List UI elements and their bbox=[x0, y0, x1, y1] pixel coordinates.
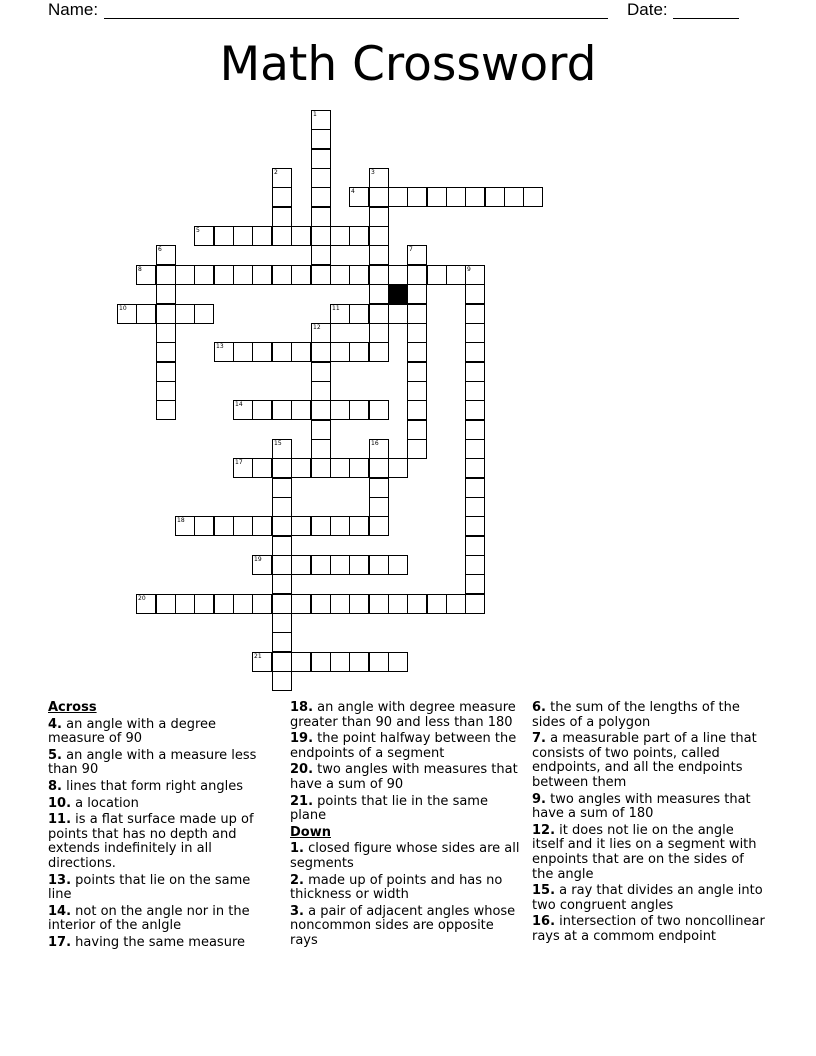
grid-cell[interactable] bbox=[311, 381, 331, 401]
cell-number: 5 bbox=[196, 227, 200, 234]
grid-cell[interactable] bbox=[465, 265, 485, 285]
grid-cell[interactable] bbox=[465, 594, 485, 614]
grid-cell[interactable] bbox=[252, 652, 272, 672]
grid-cell[interactable] bbox=[214, 226, 234, 246]
grid-cell[interactable] bbox=[388, 187, 408, 207]
grid-cell[interactable] bbox=[311, 168, 331, 188]
clue-down-6: 6. the sum of the lengths of the sides of a polygon bbox=[532, 700, 740, 730]
clue-down-3: 3. a pair of adjacent angles whose noncommon sides are opposite rays bbox=[290, 903, 516, 948]
cell-number: 19 bbox=[254, 556, 262, 563]
grid-cell[interactable] bbox=[272, 671, 292, 691]
grid-cell[interactable] bbox=[311, 207, 331, 227]
grid-cell[interactable] bbox=[194, 265, 214, 285]
grid-cell[interactable] bbox=[214, 516, 234, 536]
grid-cell[interactable] bbox=[330, 652, 350, 672]
grid-cell[interactable] bbox=[349, 226, 369, 246]
across-heading: Across bbox=[48, 700, 97, 715]
grid-cell[interactable] bbox=[194, 304, 214, 324]
grid-cell[interactable] bbox=[369, 245, 389, 265]
cell-number: 17 bbox=[235, 459, 243, 466]
grid-cell[interactable] bbox=[369, 284, 389, 304]
grid-cell[interactable] bbox=[156, 284, 176, 304]
clue-across-11: 11. is a flat surface made up of points that has no depth and extends indefinitely in all directions. bbox=[48, 812, 254, 871]
clue-down-15: 15. a ray that divides an angle into two congruent angles bbox=[532, 883, 763, 913]
clue-across-8: 8. lines that form right angles bbox=[48, 778, 243, 794]
grid-cell[interactable] bbox=[407, 439, 427, 459]
clue-across-14: 14. not on the angle nor in the interior of the anlgle bbox=[48, 903, 250, 934]
grid-cell[interactable] bbox=[252, 265, 272, 285]
grid-cell[interactable] bbox=[388, 594, 408, 614]
grid-cell[interactable] bbox=[311, 265, 331, 285]
grid-cell[interactable] bbox=[311, 400, 331, 420]
grid-cell[interactable] bbox=[272, 652, 292, 672]
grid-cell[interactable] bbox=[272, 168, 292, 188]
grid-cell[interactable] bbox=[252, 594, 272, 614]
grid-cell[interactable] bbox=[465, 497, 485, 517]
grid-cell[interactable] bbox=[311, 439, 331, 459]
grid-cell[interactable] bbox=[214, 594, 234, 614]
grid-cell[interactable] bbox=[136, 265, 156, 285]
grid-cell[interactable] bbox=[156, 362, 176, 382]
grid-cell[interactable] bbox=[136, 594, 156, 614]
grid-cell[interactable] bbox=[272, 536, 292, 556]
grid-cell[interactable] bbox=[272, 207, 292, 227]
cell-number: 9 bbox=[467, 266, 471, 273]
grid-cell[interactable] bbox=[272, 497, 292, 517]
clue-down-9: 9. two angles with measures that have a sum of 180 bbox=[532, 791, 751, 822]
cell-number: 6 bbox=[158, 246, 162, 253]
cell-number: 2 bbox=[274, 169, 278, 176]
grid-cell[interactable] bbox=[233, 400, 253, 420]
grid-cell[interactable] bbox=[349, 304, 369, 324]
date-label: Date: bbox=[627, 0, 668, 19]
clue-down-16: 16. intersection of two noncollinear rays at a commom endpoint bbox=[532, 914, 765, 944]
grid-cell[interactable] bbox=[485, 187, 505, 207]
grid-cell[interactable] bbox=[311, 245, 331, 265]
grid-cell[interactable] bbox=[523, 187, 543, 207]
grid-cell[interactable] bbox=[311, 187, 331, 207]
grid-cell[interactable] bbox=[407, 362, 427, 382]
grid-cell[interactable] bbox=[252, 516, 272, 536]
grid-cell[interactable] bbox=[233, 516, 253, 536]
grid-cell[interactable] bbox=[465, 381, 485, 401]
grid-cell[interactable] bbox=[311, 458, 331, 478]
grid-cell[interactable] bbox=[388, 555, 408, 575]
grid-cell[interactable] bbox=[465, 323, 485, 343]
grid-cell[interactable] bbox=[272, 439, 292, 459]
clue-down-1: 1. closed figure whose sides are all segments bbox=[290, 841, 520, 871]
grid-cell[interactable] bbox=[291, 458, 311, 478]
grid-cell[interactable] bbox=[214, 342, 234, 362]
black-cell bbox=[388, 284, 408, 304]
down-heading: Down bbox=[290, 824, 331, 840]
grid-cell[interactable] bbox=[330, 555, 350, 575]
grid-cell[interactable] bbox=[349, 652, 369, 672]
grid-cell[interactable] bbox=[175, 265, 195, 285]
grid-cell[interactable] bbox=[291, 226, 311, 246]
grid-cell[interactable] bbox=[407, 594, 427, 614]
cell-number: 7 bbox=[409, 246, 413, 253]
grid-cell[interactable] bbox=[407, 323, 427, 343]
cell-number: 11 bbox=[332, 305, 340, 312]
grid-cell[interactable] bbox=[117, 304, 137, 324]
cell-number: 13 bbox=[216, 343, 224, 350]
grid-cell[interactable] bbox=[349, 342, 369, 362]
grid-cell[interactable] bbox=[311, 555, 331, 575]
grid-cell[interactable] bbox=[369, 478, 389, 498]
grid-cell[interactable] bbox=[291, 400, 311, 420]
grid-cell[interactable] bbox=[330, 594, 350, 614]
grid-cell[interactable] bbox=[311, 420, 331, 440]
grid-cell[interactable] bbox=[388, 458, 408, 478]
grid-cell[interactable] bbox=[272, 516, 292, 536]
grid-cell[interactable] bbox=[311, 149, 331, 169]
grid-cell[interactable] bbox=[369, 168, 389, 188]
grid-cell[interactable] bbox=[311, 342, 331, 362]
grid-cell[interactable] bbox=[388, 652, 408, 672]
clues-column-2 bbox=[290, 701, 525, 951]
page-title: Math Crossword bbox=[219, 37, 597, 92]
grid-cell[interactable] bbox=[369, 304, 389, 324]
grid-cell[interactable] bbox=[465, 304, 485, 324]
grid-cell[interactable] bbox=[252, 555, 272, 575]
grid-cell[interactable] bbox=[407, 381, 427, 401]
grid-cell[interactable] bbox=[465, 478, 485, 498]
grid-cell[interactable] bbox=[427, 265, 447, 285]
grid-cell[interactable] bbox=[369, 652, 389, 672]
grid-cell[interactable] bbox=[407, 284, 427, 304]
grid-cell[interactable] bbox=[446, 265, 466, 285]
grid-cell[interactable] bbox=[465, 187, 485, 207]
grid-cell[interactable] bbox=[369, 400, 389, 420]
grid-cell[interactable] bbox=[407, 265, 427, 285]
grid-cell[interactable] bbox=[427, 187, 447, 207]
grid-cell[interactable] bbox=[388, 265, 408, 285]
name-label: Name: bbox=[48, 0, 99, 19]
grid-cell[interactable] bbox=[272, 342, 292, 362]
cell-number: 4 bbox=[351, 188, 355, 195]
grid-cell[interactable] bbox=[311, 652, 331, 672]
grid-cell[interactable] bbox=[311, 516, 331, 536]
grid-cell[interactable] bbox=[369, 594, 389, 614]
grid-cell[interactable] bbox=[465, 439, 485, 459]
grid-cell[interactable] bbox=[369, 207, 389, 227]
clue-across-4: 4. an angle with a degree measure of 90 bbox=[48, 716, 217, 747]
cell-number: 14 bbox=[235, 401, 243, 408]
grid-cell[interactable] bbox=[291, 342, 311, 362]
grid-cell[interactable] bbox=[233, 265, 253, 285]
grid-cell[interactable] bbox=[311, 226, 331, 246]
grid-cell[interactable] bbox=[407, 245, 427, 265]
grid-cell[interactable] bbox=[291, 516, 311, 536]
grid-cell[interactable] bbox=[349, 265, 369, 285]
grid-cell[interactable] bbox=[369, 187, 389, 207]
cell-number: 10 bbox=[119, 305, 127, 312]
grid-cell[interactable] bbox=[465, 458, 485, 478]
grid-cell[interactable] bbox=[272, 265, 292, 285]
grid-cell[interactable] bbox=[407, 420, 427, 440]
grid-cell[interactable] bbox=[272, 226, 292, 246]
grid-cell[interactable] bbox=[156, 323, 176, 343]
grid-cell[interactable] bbox=[291, 652, 311, 672]
grid-cell[interactable] bbox=[369, 265, 389, 285]
grid-cell[interactable] bbox=[407, 304, 427, 324]
grid-cell[interactable] bbox=[465, 400, 485, 420]
grid-cell[interactable] bbox=[252, 342, 272, 362]
grid-cell[interactable] bbox=[407, 187, 427, 207]
grid-cell[interactable] bbox=[465, 574, 485, 594]
grid-cell[interactable] bbox=[311, 594, 331, 614]
grid-cell[interactable] bbox=[465, 342, 485, 362]
grid-cell[interactable] bbox=[272, 613, 292, 633]
grid-cell[interactable] bbox=[330, 458, 350, 478]
grid-cell[interactable] bbox=[272, 400, 292, 420]
grid-cell[interactable] bbox=[465, 420, 485, 440]
clue-down-2: 2. made up of points and has no thickness or width bbox=[290, 872, 503, 903]
grid-cell[interactable] bbox=[407, 400, 427, 420]
grid-cell[interactable] bbox=[175, 516, 195, 536]
cell-number: 15 bbox=[274, 440, 282, 447]
grid-cell[interactable] bbox=[330, 265, 350, 285]
grid-cell[interactable] bbox=[349, 594, 369, 614]
clues-column-1 bbox=[48, 701, 268, 953]
grid-cell[interactable] bbox=[446, 187, 466, 207]
cell-number: 21 bbox=[254, 653, 262, 660]
clue-down-7: 7. a measurable part of a line that consists of two points, called endpoints, and all the endpoints between them bbox=[532, 731, 757, 790]
grid-cell[interactable] bbox=[369, 516, 389, 536]
grid-cell[interactable] bbox=[349, 400, 369, 420]
grid-cell[interactable] bbox=[291, 265, 311, 285]
grid-cell[interactable] bbox=[233, 594, 253, 614]
cell-number: 3 bbox=[371, 169, 375, 176]
grid-cell[interactable] bbox=[156, 381, 176, 401]
grid-cell[interactable] bbox=[214, 265, 234, 285]
grid-cell[interactable] bbox=[388, 304, 408, 324]
grid-cell[interactable] bbox=[233, 458, 253, 478]
grid-cell[interactable] bbox=[330, 516, 350, 536]
grid-cell[interactable] bbox=[175, 594, 195, 614]
grid-cell[interactable] bbox=[330, 226, 350, 246]
grid-cell[interactable] bbox=[252, 400, 272, 420]
grid-cell[interactable] bbox=[446, 594, 466, 614]
cell-number: 8 bbox=[138, 266, 142, 273]
cell-number: 16 bbox=[371, 440, 379, 447]
grid-cell[interactable] bbox=[465, 516, 485, 536]
grid-cell[interactable] bbox=[156, 342, 176, 362]
clue-across-10: 10. a location bbox=[48, 795, 139, 811]
grid-cell[interactable] bbox=[233, 226, 253, 246]
clue-across-5: 5. an angle with a measure less than 90 bbox=[48, 747, 257, 778]
grid-cell[interactable] bbox=[465, 362, 485, 382]
grid-cell[interactable] bbox=[272, 555, 292, 575]
grid-cell[interactable] bbox=[311, 129, 331, 149]
grid-cell[interactable] bbox=[156, 304, 176, 324]
grid-cell[interactable] bbox=[330, 304, 350, 324]
grid-cell[interactable] bbox=[156, 245, 176, 265]
grid-cell[interactable] bbox=[156, 594, 176, 614]
grid-cell[interactable] bbox=[330, 342, 350, 362]
clue-down-12: 12. it does not lie on the angle itself and it lies on a segment with enpoints that are on the sides of the angle bbox=[532, 822, 757, 882]
grid-cell[interactable] bbox=[427, 594, 447, 614]
grid-cell[interactable] bbox=[272, 458, 292, 478]
grid-cell[interactable] bbox=[252, 458, 272, 478]
clue-across-18: 18. an angle with degree measure greater than 90 and less than 180 bbox=[290, 700, 516, 730]
grid-cell[interactable] bbox=[330, 400, 350, 420]
grid-cell[interactable] bbox=[175, 304, 195, 324]
clue-across-20: 20. two angles with measures that have a sum of 90 bbox=[290, 762, 518, 792]
cell-number: 12 bbox=[313, 324, 321, 331]
grid-cell[interactable] bbox=[272, 478, 292, 498]
grid-cell[interactable] bbox=[311, 362, 331, 382]
grid-cell[interactable] bbox=[291, 594, 311, 614]
clue-across-21: 21. points that lie in the same plane bbox=[290, 793, 488, 824]
grid-cell[interactable] bbox=[369, 458, 389, 478]
grid-cell[interactable] bbox=[349, 458, 369, 478]
cell-number: 20 bbox=[138, 595, 146, 602]
grid-cell[interactable] bbox=[369, 226, 389, 246]
grid-cell[interactable] bbox=[156, 265, 176, 285]
grid-cell[interactable] bbox=[407, 342, 427, 362]
grid-cell[interactable] bbox=[369, 555, 389, 575]
grid-cell[interactable] bbox=[194, 594, 214, 614]
cell-number: 18 bbox=[177, 517, 185, 524]
grid-cell[interactable] bbox=[194, 226, 214, 246]
grid-cell[interactable] bbox=[369, 323, 389, 343]
grid-cell[interactable] bbox=[311, 323, 331, 343]
grid-cell[interactable] bbox=[369, 342, 389, 362]
grid-cell[interactable] bbox=[272, 632, 292, 652]
clue-across-17: 17. having the same measure bbox=[48, 934, 246, 950]
grid-cell[interactable] bbox=[465, 284, 485, 304]
grid-cell[interactable] bbox=[233, 342, 253, 362]
grid-cell[interactable] bbox=[465, 555, 485, 575]
grid-cell[interactable] bbox=[156, 400, 176, 420]
clues-column-3 bbox=[532, 701, 768, 947]
clue-across-13: 13. points that lie on the same line bbox=[48, 872, 251, 903]
grid-cell[interactable] bbox=[349, 516, 369, 536]
grid-cell[interactable] bbox=[504, 187, 524, 207]
grid-cell[interactable] bbox=[369, 497, 389, 517]
grid-cell[interactable] bbox=[272, 594, 292, 614]
cell-number: 1 bbox=[313, 111, 317, 118]
grid-cell[interactable] bbox=[272, 187, 292, 207]
grid-cell[interactable] bbox=[465, 536, 485, 556]
grid-cell[interactable] bbox=[252, 226, 272, 246]
grid-cell[interactable] bbox=[136, 304, 156, 324]
clue-across-19: 19. the point halfway between the endpoints of a segment bbox=[290, 731, 517, 761]
grid-cell[interactable] bbox=[369, 439, 389, 459]
grid-cell[interactable] bbox=[291, 555, 311, 575]
grid-cell[interactable] bbox=[272, 574, 292, 594]
grid-cell[interactable] bbox=[349, 555, 369, 575]
grid-cell[interactable] bbox=[194, 516, 214, 536]
grid-cell[interactable] bbox=[349, 187, 369, 207]
grid-cell[interactable] bbox=[311, 110, 331, 130]
